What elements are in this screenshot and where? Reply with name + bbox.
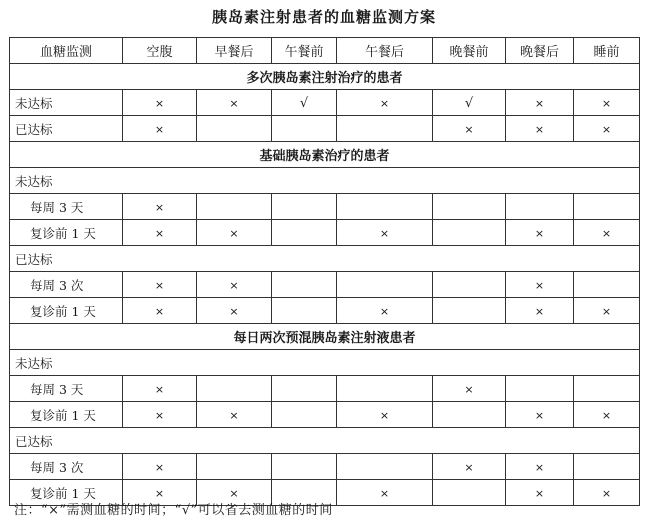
row-label: 每周 3 天 [10,194,123,220]
table-cell [272,272,337,298]
cross-mark: × [534,487,545,500]
table-cell [506,454,574,480]
table-cell [272,298,337,324]
table-cell [197,220,272,246]
table-cell [197,376,272,402]
section-row [10,142,640,168]
table-cell [574,298,640,324]
table-row [10,402,640,428]
cross-mark: × [534,97,545,110]
table-cell [574,194,640,220]
cross-mark: × [154,97,165,110]
table-cell [574,402,640,428]
row-label: 已达标 [10,116,123,142]
cross-mark: × [601,97,612,110]
table-cell [574,90,640,116]
cross-mark: × [154,305,165,318]
table-cell [337,480,433,506]
table-title: 胰岛素注射患者的血糖监测方案 [211,8,436,26]
cross-mark: × [379,487,390,500]
table-cell [123,220,197,246]
table-cell [337,272,433,298]
table-row [10,298,640,324]
table-cell [433,220,506,246]
table-cell [272,194,337,220]
cross-mark: × [379,305,390,318]
table-cell [337,116,433,142]
table-cell [433,480,506,506]
cross-mark: × [229,409,239,422]
table-cell [123,116,197,142]
table-cell [574,376,640,402]
cross-mark: × [601,227,612,240]
table-cell [123,298,197,324]
cross-mark: × [154,409,165,422]
cross-mark: × [154,123,165,136]
table-cell [574,480,640,506]
cross-mark: × [464,383,474,396]
row-label: 复诊前 1 天 [10,220,123,246]
table-footnote: 注：“×”需测血糖的时间；“√”可以省去测血糖的时间 [14,503,333,518]
group-row [10,350,640,376]
cross-mark: × [601,305,612,318]
table-cell [433,90,506,116]
cross-mark: × [379,97,390,110]
row-label: 复诊前 1 天 [10,402,123,428]
table-cell [574,220,640,246]
header-row [10,38,640,64]
header-before-dinner: 晚餐前 [433,38,506,64]
table-cell [272,454,337,480]
cross-mark: × [229,97,239,110]
table-cell [197,298,272,324]
cross-mark: × [464,123,474,136]
table-cell [433,272,506,298]
cross-mark: × [154,201,165,214]
group-label: 已达标 [10,428,123,454]
table-cell [506,116,574,142]
cross-mark: × [154,383,165,396]
header-monitoring: 血糖监测 [10,38,123,64]
table-cell [197,402,272,428]
table-row [10,272,640,298]
table-cell [337,90,433,116]
section-row [10,324,640,350]
cross-mark: × [154,279,165,292]
table-cell [337,298,433,324]
cross-mark: × [534,409,545,422]
table-cell [433,376,506,402]
group-row-blank [123,350,640,376]
cross-mark: × [464,461,474,474]
table-cell [337,454,433,480]
header-fasting: 空腹 [123,38,197,64]
cross-mark: × [601,123,612,136]
table-cell [506,376,574,402]
table-cell [433,454,506,480]
table-cell [506,194,574,220]
section-heading: 每日两次预混胰岛素注射液患者 [10,324,640,350]
group-label: 未达标 [10,168,123,194]
row-label: 未达标 [10,90,123,116]
group-row-blank [123,246,640,272]
table-cell [337,376,433,402]
header-after-dinner: 晚餐后 [506,38,574,64]
table-cell [123,376,197,402]
group-row [10,246,640,272]
table-cell [506,272,574,298]
row-label: 每周 3 次 [10,454,123,480]
cross-mark: × [154,227,165,240]
table-cell [337,220,433,246]
cross-mark: × [534,279,545,292]
table-cell [197,116,272,142]
header-after-breakfast: 早餐后 [197,38,272,64]
cross-mark: × [534,461,545,474]
cross-mark: × [534,227,545,240]
table-cell [506,298,574,324]
group-label: 未达标 [10,350,123,376]
cross-mark: × [379,409,390,422]
table-row [10,220,640,246]
table-cell [197,454,272,480]
cross-mark: × [601,409,612,422]
table-cell [123,402,197,428]
table-cell [506,90,574,116]
cross-mark: × [601,487,612,500]
row-label: 每周 3 天 [10,376,123,402]
table-cell [197,194,272,220]
table-cell [272,116,337,142]
section-row [10,64,640,90]
table-cell [337,194,433,220]
cross-mark: × [229,305,239,318]
cross-mark: × [534,123,545,136]
table-cell [123,272,197,298]
table-row [10,90,640,116]
group-label: 已达标 [10,246,123,272]
monitoring-schedule-table [9,37,640,506]
header-before-lunch: 午餐前 [272,38,337,64]
cross-mark: × [229,279,239,292]
table-cell [272,220,337,246]
table-row [10,194,640,220]
row-label: 复诊前 1 天 [10,298,123,324]
cross-mark: × [534,305,545,318]
cross-mark: × [229,487,239,500]
cross-mark: × [154,487,165,500]
table-cell [123,194,197,220]
table-cell [574,116,640,142]
table-row [10,454,640,480]
table-cell [337,402,433,428]
check-mark: √ [299,95,309,111]
table-cell [574,454,640,480]
section-heading: 多次胰岛素注射治疗的患者 [10,64,640,90]
table-row [10,376,640,402]
table-cell [123,90,197,116]
table-cell [574,272,640,298]
cross-mark: × [379,227,390,240]
row-label: 复诊前 1 天 [10,480,123,506]
table-cell [433,116,506,142]
group-row-blank [123,168,640,194]
group-row-blank [123,428,640,454]
table-cell [123,454,197,480]
header-bedtime: 睡前 [574,38,640,64]
table-cell [506,402,574,428]
table-cell [506,480,574,506]
table-cell [272,376,337,402]
table-cell [433,298,506,324]
table-cell [433,402,506,428]
header-after-lunch: 午餐后 [337,38,433,64]
section-heading: 基础胰岛素治疗的患者 [10,142,640,168]
table-cell [197,272,272,298]
table-cell [506,220,574,246]
group-row [10,168,640,194]
table-row [10,116,640,142]
row-label: 每周 3 次 [10,272,123,298]
cross-mark: × [154,461,165,474]
table-cell [197,90,272,116]
table-cell [272,402,337,428]
check-mark: √ [464,95,474,111]
group-row [10,428,640,454]
cross-mark: × [229,227,239,240]
table-cell [433,194,506,220]
table-cell [272,90,337,116]
